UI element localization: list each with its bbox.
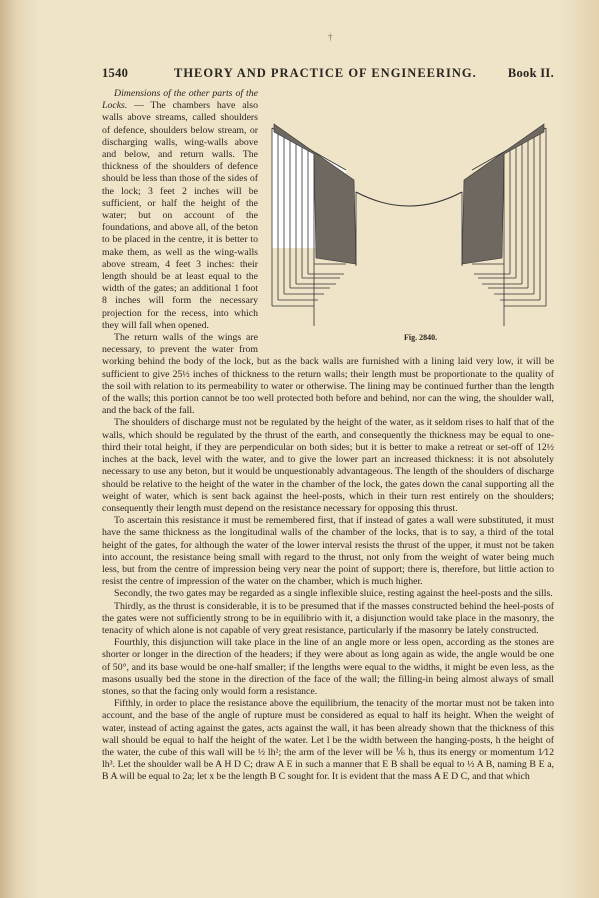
running-header xyxy=(102,66,554,82)
figure-caption: Fig. 2840. xyxy=(404,333,438,342)
paragraph-text: Thirdly, as the thrust is considerable, it is to be presumed that if the masses constructed behind the heel-posts of the gates were not sufficiently strong to be in equilibrio with it, a disjunction would take place in the masonry, the tenacity of which alone is not capable of very great resistance, particularly if the masonry be lately constructed. xyxy=(102,600,554,636)
paragraph-text: — The chambers have also walls above streams, called shoulders of defence, shoulders below stream, or discharging walls, wing-walls above and below, and return walls. The thickness of the shoulders of defence should be less than those of the sides of the lock; 3 feet 2 inches will be sufficient, or half the height of the water; but on account of the foundations, and above all, of the beton to be placed in the centre, it is better to make them, as well as the wing-walls above stream, 4 feet 3 inches: their length should be at least equal to the width of the gates; an additional 1 foot 8 inches will form the necessary projection for the recess, into which they will fall when opened. xyxy=(102,100,258,331)
paragraph xyxy=(102,698,554,783)
page-number: 1540 xyxy=(102,66,129,80)
paragraph xyxy=(102,601,554,638)
body-text xyxy=(102,88,554,784)
right-shoulder-hatch xyxy=(462,124,544,264)
paragraph-text: The return walls of the wings are necessary, to prevent the water from working behind the body of the lock, but as the back walls are furnished with a lining laid very low, it will be sufficient to give 25½ inches of thickness to the return walls; their length must be proportionate to the quality of the soil with relation to its permeability to water or otherwise. The lining may be continued further than the length of the walls; this portion cannot be too well protected both before and behind, nor can the wing, the shoulder wall, and the back of the fall. xyxy=(102,332,554,417)
book-label: Book II. xyxy=(507,66,554,80)
gate-sill-curve xyxy=(356,192,462,206)
paragraph-text: To ascertain this resistance it must be remembered first, that if instead of gates a wall were substituted, it must have the same thickness as the longitudinal walls of the chamber of the locks, that is to say, a third of the total height of the gates, for although the water of the lower interval resists the thrust of the upper, it must not be taken into account, the resistance being small with regard to the thrust, not only from the weight of water being much less, but from the centre of impression being very near the point of support; there is, therefore, but little action to resist the centre of impression of the water on the chamber, which is much higher. xyxy=(102,515,554,588)
paragraph xyxy=(102,417,554,515)
paragraph xyxy=(102,515,554,588)
paragraph-lead: Dimensions of the other parts of the Locks. xyxy=(102,88,258,112)
running-title: THEORY AND PRACTICE OF ENGINEERING. xyxy=(174,66,477,80)
paragraph xyxy=(102,637,554,698)
paragraph-text: Fourthly, this disjunction will take place in the line of an angle more or less open, according as the stones are shorter or longer in the direction of the headers; if they were about as long again as wide, the angle would be one of 50°, and its base would be one-half smaller; if the lengths were equal to the widths, it might be even less, as the masons usually bed the stone in the direction of the face of the wall; the filling-in being almost always of small stones, so that the facing only would form a resistance. xyxy=(102,637,554,697)
paragraph-text: Fifthly, in order to place the resistance above the equilibrium, the tenacity of the mortar must not be taken into account, and the base of the angle of rupture must be considered as equal to half its height. When the weight of water, instead of acting against the gates, acts against the wall, it has been already shown that the thickness of this wall should be equal to half the height of the water. Let l be the width between the hanging-posts, h the height of the water, the cube of this wall will be ½ lh²; the arm of the lever will be ⅙ h, thus its energy or momentum 1⁄12 lh³. Let the shoulder wall be A H D C; draw A E in such a manner that E B shall be equal to ½ A B, naming B E a, B A will be equal to 2a; let x be the length B C sought for. It is evident that the mass A E D C, and that which xyxy=(102,698,554,783)
paragraph-text: Secondly, the two gates may be regarded as a single inflexible sluice, resting against the heel-posts and the sills. xyxy=(114,588,553,600)
figure-2840 xyxy=(264,88,554,346)
lock-plan-diagram xyxy=(264,88,554,328)
paragraph xyxy=(102,588,554,600)
top-mark: † xyxy=(328,32,333,42)
paragraph-text: The shoulders of discharge must not be regulated by the height of the water, as it seldom rises to half that of the walls, which should be regulated by the thrust of the earth, and consequently the thickness may be equal to one-third their total height, if they are perpendicular on both sides; but it is better to make a retreat or set-off of 12½ inches at the back, level with the water, and to give the lower part an increased thickness: it is not absolutely necessary to use any beton, but it would be unquestionably advantageous. The length of the shoulders of discharge should be relative to the height of the water in the chamber of the lock, the gates down the canal supporting all the weight of water, which is sent back against the heel-posts, which in their turn rest entirely on the shoulders; consequently their length must depend on the resistance necessary for opposing this thrust. xyxy=(102,417,554,514)
